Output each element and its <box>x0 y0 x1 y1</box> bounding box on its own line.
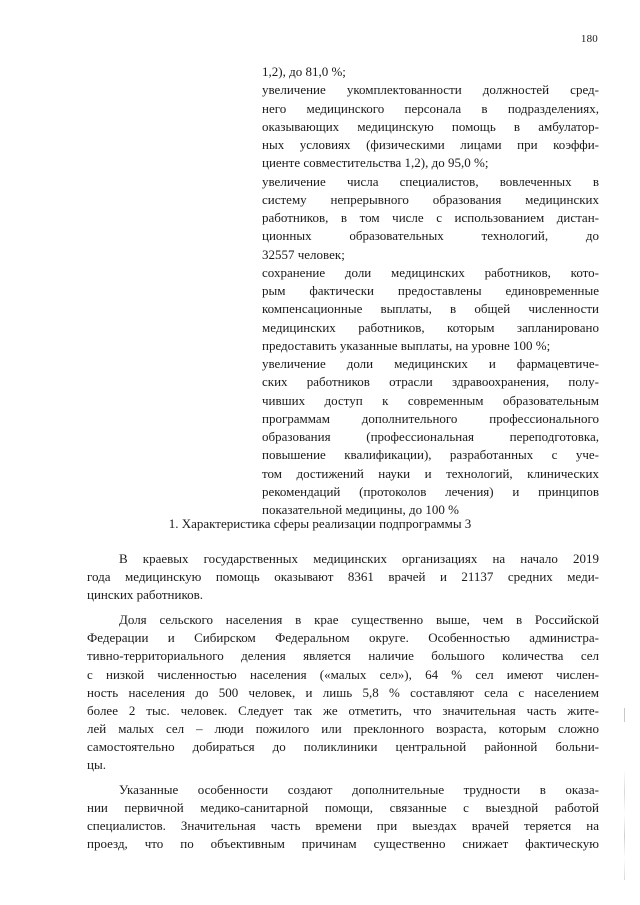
paragraph-line: цы. <box>87 757 106 773</box>
list-line: ских работников отрасли здравоохранения, полу- <box>262 374 599 390</box>
paragraph-line: Указанные особенности создают дополнительные трудности в оказа- <box>119 782 599 798</box>
list-line: него медицинского персонала в подразделениях, <box>262 100 599 116</box>
list-line: увеличение доли медицинских и фармацевтиче- <box>262 356 599 371</box>
list-line: предоставить указанные выплаты, на уровне 100 %; <box>262 337 551 353</box>
paragraph-line: Федерации и Сибирском Федеральном округе. Особенностью администра- <box>87 630 599 646</box>
list-line: ных условиях (физическими лицами при коэффи- <box>262 137 599 152</box>
paragraph-line: тивно-территориального деления является наличие большого количества сел <box>87 648 599 664</box>
section-body-text <box>87 550 599 854</box>
list-line: систему непрерывного образования медицинских <box>262 191 599 207</box>
paragraph-line: лей малых сел – люди пожилого или преклонного возраста, которым сложно <box>87 720 599 736</box>
list-line: медицинских работников, которым запланировано <box>262 319 599 335</box>
list-line: циенте совместительства 1,2), до 95,0 %; <box>262 155 489 171</box>
section-heading: 1. Характеристика сферы реализации подпрограммы 3 <box>168 516 472 531</box>
scan-margin-mark <box>624 770 625 880</box>
paragraph-gap <box>87 774 599 781</box>
paragraph-line: В краевых государственных медицинских организациях на начало 2019 <box>119 551 599 566</box>
paragraph-line: специалистов. Значительная часть времени при выездах врачей теряется на <box>87 818 599 834</box>
paragraph-line: цинских работников. <box>87 587 204 603</box>
list-line: сохранение доли медицинских работников, кото- <box>262 264 599 280</box>
page-number: 180 <box>580 33 598 45</box>
target-indicators-list <box>262 63 599 519</box>
list-line: рым фактически предоставлены единовременные <box>262 283 599 298</box>
paragraph-line: ность населения до 500 человек, и лишь 5,8 % составляют села с населением <box>87 684 599 700</box>
list-line: компенсационные выплаты, в общей численности <box>262 301 599 317</box>
list-line: ционных образовательных технологий, до <box>262 228 599 244</box>
list-line: увеличение числа специалистов, вовлеченных в <box>262 173 599 189</box>
list-line: чивших доступ к современным образовательным <box>262 392 599 408</box>
list-line: работников, в том числе с использованием дистан- <box>262 210 599 225</box>
paragraph-line: самостоятельно добираться до поликлиники центральной районной больни- <box>87 738 599 754</box>
list-line: 1,2), до 81,0 %; <box>262 64 346 79</box>
scan-margin-mark <box>624 708 625 722</box>
paragraph-line: проезд, что по объективным причинам существенно снижает фактическую <box>87 836 599 852</box>
paragraph-line: нии первичной медико-санитарной помощи, связанные с выездной работой <box>87 800 599 816</box>
list-line: образования (профессиональная переподготовка, <box>262 429 599 444</box>
paragraph-line: года медицинскую помощь оказывают 8361 врачей и 21137 средних меди- <box>87 569 599 585</box>
paragraph-gap <box>87 604 599 611</box>
list-line: увеличение укомплектованности должностей сред- <box>262 82 599 98</box>
list-line: рекомендаций (протоколов лечения) и принципов <box>262 483 599 499</box>
list-line: 32557 человек; <box>262 246 345 262</box>
paragraph-line: Доля сельского населения в крае существенно выше, чем в Российской <box>119 612 599 628</box>
list-line: показательной медицины, до 100 % <box>262 502 459 517</box>
paragraph-line: более 2 тыс. человек. Следует так же отметить, что значительная часть жите- <box>87 702 599 718</box>
list-line: оказывающих медицинскую помощь в амбулатор- <box>262 118 599 134</box>
list-line: том достижений науки и технологий, клинических <box>262 465 599 481</box>
list-line: повышение квалификации), разработанных с уче- <box>262 447 599 463</box>
list-line: программам дополнительного профессионального <box>262 410 599 426</box>
paragraph-line: с низкой численностью населения («малых сел»), 64 % сел имеют числен- <box>87 666 599 682</box>
